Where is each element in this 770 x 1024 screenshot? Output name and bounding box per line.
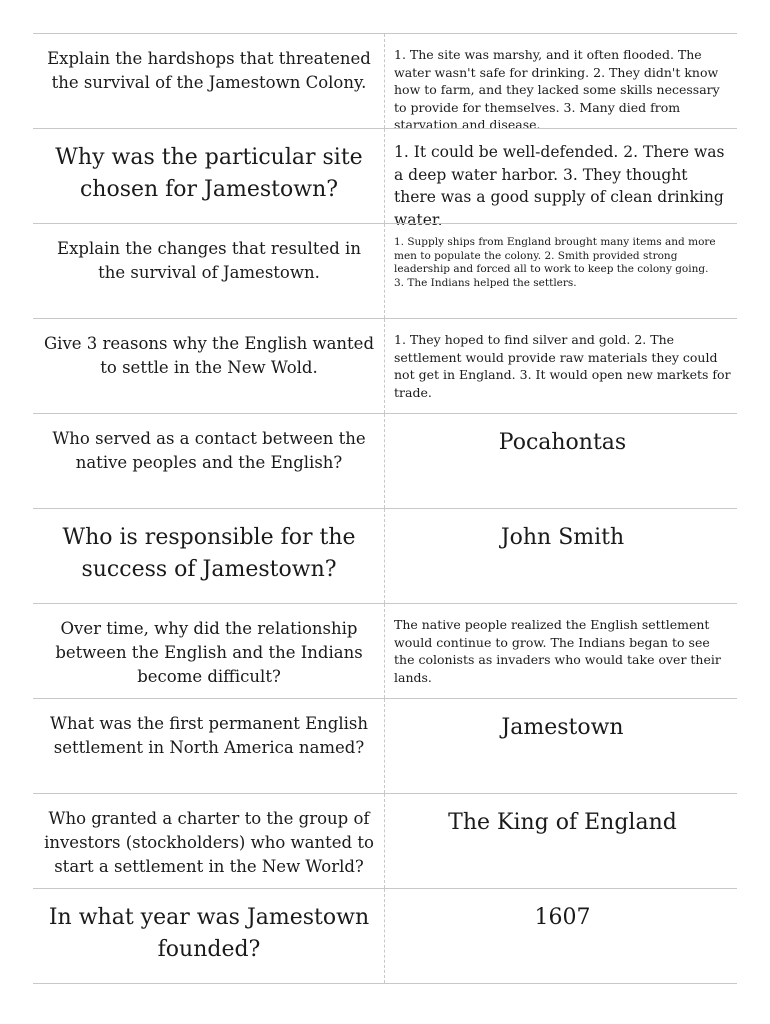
question-cell	[41, 129, 377, 223]
answer-cell	[394, 889, 731, 983]
flashcard-row	[33, 888, 737, 984]
answer-cell	[394, 129, 731, 229]
question-cell	[41, 509, 377, 603]
question-cell	[41, 224, 377, 318]
answer-text: 1. Supply ships from England brought many items and more men to populate the colony. 2. Smith provided strong leadership and forced all to work to keep the colony going.	[394, 236, 716, 276]
flashcard-row	[33, 508, 737, 603]
flashcard-sheet	[33, 33, 737, 984]
answer-text: The King of England	[448, 810, 677, 835]
question-text: Who granted a charter to the group of investors (stockholders) who wanted to start a settlement in the New World?	[44, 809, 374, 876]
cut-line	[384, 889, 385, 983]
cut-line	[384, 34, 385, 128]
flashcard-row	[33, 33, 737, 132]
answer-cell	[394, 224, 731, 318]
answer-text: 1. The site was marshy, and it often flooded. The water wasn't safe for drinking. 2. They didn't know how to farm, and they lacked some skills necessary to provide for themselves. 3. Many died from starvation and disease.	[394, 47, 720, 132]
cut-line	[384, 794, 385, 888]
question-cell	[41, 604, 377, 698]
question-text: Over time, why did the relationship between the English and the Indians become difficult?	[55, 619, 363, 686]
question-text: Why was the particular site chosen for Jamestown?	[55, 145, 363, 202]
cut-line	[384, 604, 385, 698]
question-text: What was the first permanent English settlement in North America named?	[50, 714, 368, 757]
answer-cell	[394, 414, 731, 508]
question-text: Who served as a contact between the native peoples and the English?	[52, 429, 366, 472]
flashcard-row	[33, 793, 737, 888]
answer-cell	[394, 794, 731, 888]
question-cell	[41, 414, 377, 508]
flashcard-row	[33, 223, 737, 318]
flashcard-row	[33, 318, 737, 413]
answer-text: 3. The Indians helped the settlers.	[394, 276, 577, 289]
question-text: Explain the hardshops that threatened the survival of the Jamestown Colony.	[47, 49, 371, 92]
answer-cell	[394, 319, 731, 413]
answer-text: 1. They hoped to find silver and gold. 2. The settlement would provide raw materials they could not get in England. 3. It would open new markets for trade.	[394, 332, 731, 400]
answer-cell	[394, 34, 731, 132]
question-cell	[41, 319, 377, 413]
cut-line	[384, 699, 385, 793]
answer-text: 1607	[534, 905, 591, 930]
flashcard-row	[33, 128, 737, 229]
answer-text: Pocahontas	[498, 430, 627, 455]
question-cell	[41, 34, 377, 128]
cut-line	[384, 319, 385, 413]
answer-cell	[394, 604, 731, 698]
question-text: Who is responsible for the success of Jamestown?	[62, 525, 356, 582]
answer-text: The native people realized the English settlement would continue to grow. The Indians began to see the colonists as invaders who would take over their lands.	[394, 617, 721, 685]
answer-text: Jamestown	[501, 715, 624, 740]
question-cell	[41, 889, 377, 983]
answer-text: John Smith	[500, 525, 625, 550]
cut-line	[384, 509, 385, 603]
cut-line	[384, 224, 385, 318]
flashcard-row	[33, 413, 737, 508]
answer-text: 1. It could be well-defended. 2. There was a deep water harbor. 3. They thought there was a good supply of clean drinking water.	[394, 143, 725, 229]
question-text: Explain the changes that resulted in the survival of Jamestown.	[57, 239, 361, 282]
answer-cell	[394, 509, 731, 603]
flashcard-row	[33, 603, 737, 698]
cut-line	[384, 129, 385, 223]
answer-cell	[394, 699, 731, 793]
question-text: Give 3 reasons why the English wanted to settle in the New Wold.	[43, 334, 375, 377]
cut-line	[384, 414, 385, 508]
question-cell	[41, 699, 377, 793]
question-cell	[41, 794, 377, 888]
question-text: In what year was Jamestown founded?	[48, 905, 370, 962]
flashcard-row	[33, 698, 737, 793]
